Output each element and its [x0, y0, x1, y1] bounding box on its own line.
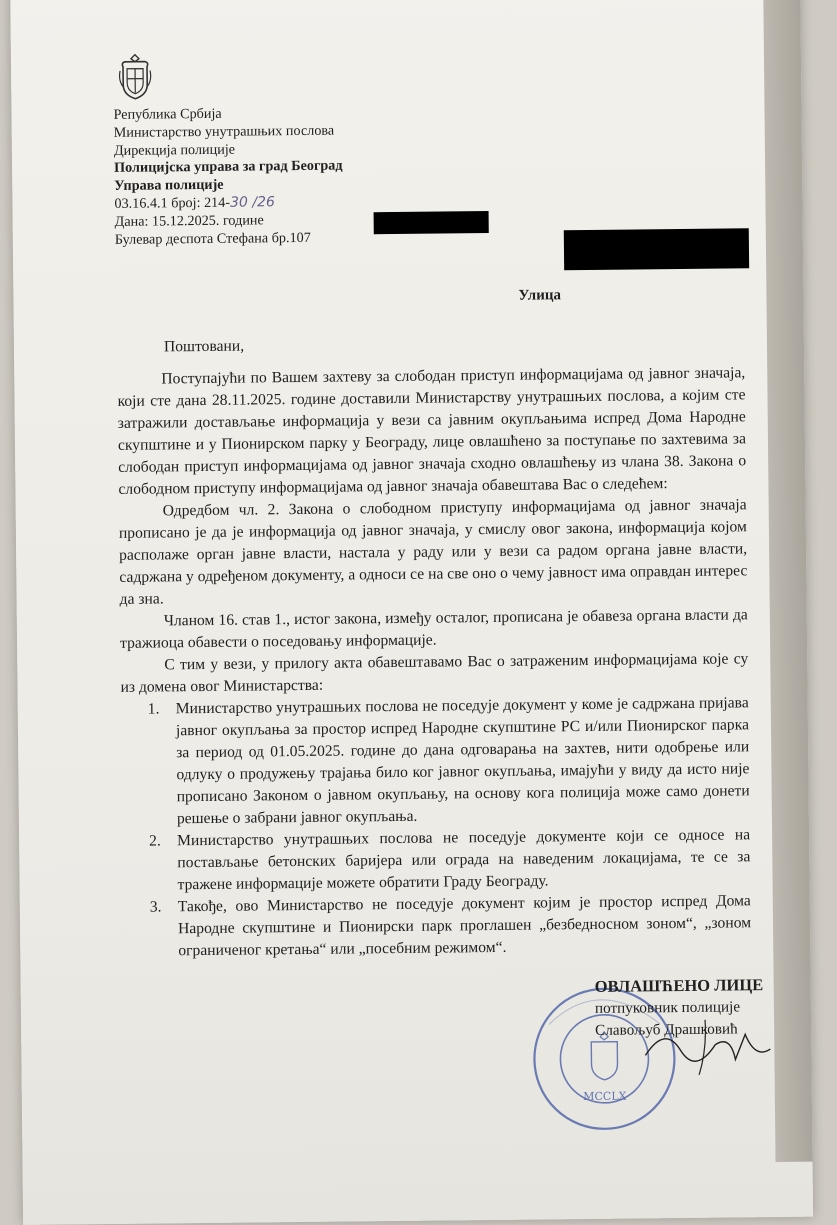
signature-name: Славољуб Драшковић [595, 1018, 764, 1042]
letter-date: Дана: 15.12.2025. године [115, 210, 475, 232]
salutation: Поштовани, [164, 336, 244, 359]
list-item-text: Министарство унутрашњих послова не поседује документ у коме је садржана пријава јавног окупљања за простор испред Народне скупштине РС и/или Пионирског парка за период од 01.05.2025. године до дана одговарања на захтев, нити одобрење или одлуку о продужењу трајања било ког јавног окупљања, имајући у виду да исто није прописано Законом о јавном окупљању, на основу кога полиција може само донети решење о забрани јавног окупљања. [176, 694, 750, 827]
redacted-recipient-name [374, 211, 489, 234]
list-item-text: Министарство унутрашњих послова не поседује документе који се односе на постављање бетонских баријера или ограда на наведеним локацијама, те се за тражене информације можете обратити Граду Београду. [177, 826, 750, 893]
signature-block [595, 974, 764, 1042]
list-item-number: 3. [150, 896, 162, 918]
reference-prefix: 03.16.4.1 број: 214- [114, 195, 230, 212]
information-list [121, 692, 752, 963]
body-paragraph: Одредбом чл. 2. Закона о слободном приступу информацијама од јавног значаја прописано је да је информација од јавног значаја, у смислу овог закона, информација којом располаже орган јавне власти, настала у раду или у вези са радом органа јавне власти, садржана у одређеном документу, а односи се на све оно о чему јавност има оправдан интерес да зна. [119, 494, 748, 611]
list-item-number: 2. [149, 830, 161, 852]
signature-rank: потпуковник полиције [595, 996, 764, 1020]
list-item [122, 824, 751, 897]
letterhead-police-admin: Полицијска управа за град Београд [114, 157, 474, 179]
body-paragraph: С тим у вези, у прилогу акта обавештавамо Вас о затраженим информацијама које су из домена овог Министарства: [120, 648, 748, 699]
letterhead-address: Булевар деспота Стефана бр.107 [115, 228, 475, 250]
stamp-numeral: MCCLX [583, 1090, 627, 1103]
list-item-number: 1. [148, 698, 160, 720]
handwritten-signature [635, 1014, 796, 1076]
letterhead-department: Управа полиције [114, 174, 474, 196]
redacted-recipient-address [564, 228, 749, 270]
letterhead-directorate: Дирекција полиције [114, 139, 474, 161]
body-paragraph: Чланом 16. став 1., истог закона, између осталог, прописана је обавеза органа власти да тражиоца обавести о поседовању информације. [120, 604, 748, 655]
list-item [123, 890, 752, 963]
letterhead-country: Република Србија [113, 103, 473, 125]
page-shadow-edge [763, 0, 813, 1162]
letter-content [99, 32, 759, 39]
list-item-text: Такође, ово Министарство не поседује документ којим је простор испред Дома Народне скупштине и Пионирски парк проглашен „безбедносном зоном“, „зоном ограниченог кретања“ или „посебним режимом“. [178, 892, 751, 959]
list-item [121, 692, 750, 831]
letterhead-ministry: Министарство унутрашњих послова [114, 121, 474, 143]
recipient-street-label: Улица [518, 284, 561, 306]
signature-title: ОВЛАШЋЕНО ЛИЦЕ [595, 974, 764, 998]
letter-body [117, 362, 751, 963]
reference-handwritten: 30 /26 [230, 194, 275, 210]
coat-of-arms-icon [117, 53, 154, 101]
body-paragraph: Поступајући по Вашем захтеву за слободан приступ информацијама од јавног значаја, који сте дана 28.11.2025. године доставили Министарству унутрашњих послова, а којим сте затражили достављање информација у вези са јавним окупљањима испред Дома Народне скупштине и у Пионирском парку у Београду, лице овлашћено за поступање по захтевима за слободан приступ информацијама од јавног значаја сходно овлашћењу из члана 38. Закона о слободном приступу информацијама од јавног значаја обавештава Вас о следећем: [117, 362, 746, 501]
letter-page [10, 0, 813, 1225]
